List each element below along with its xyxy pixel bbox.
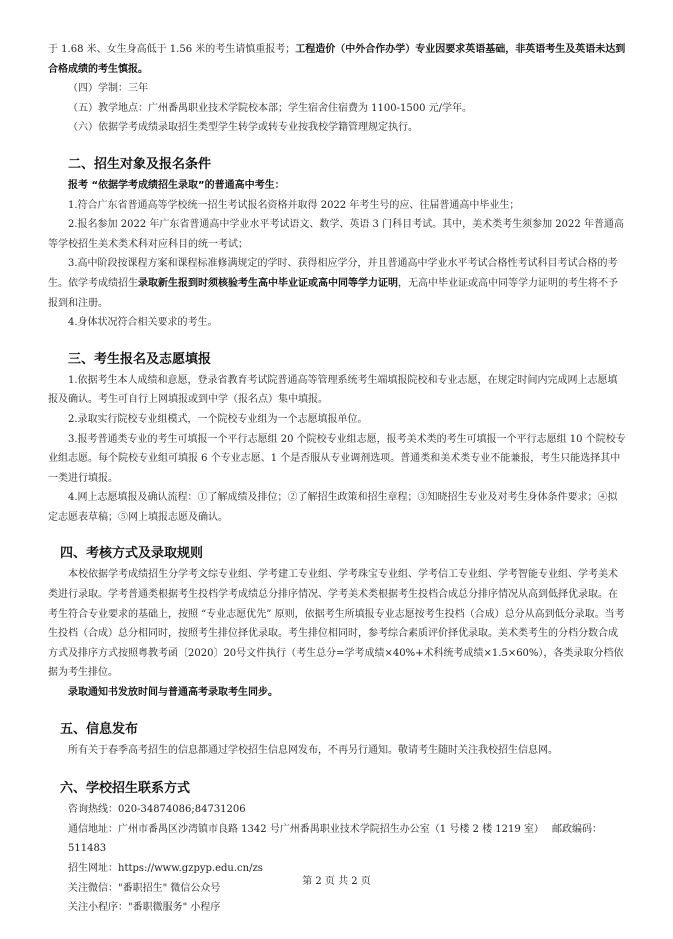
contact-hotline: 咨询热线：020-34874086;84731206 xyxy=(68,804,246,816)
section-2-item-1: 1.符合广东省普通高等学校统一招生考试报名资格并取得 2022 年考生号的应、往届普通高中毕业生； xyxy=(68,199,520,211)
section-5-paragraph: 所有关于春季高考招生的信息都通过学校招生信息网发布，不再另行通知。敬请考生随时关注我校招生信息网。 xyxy=(68,744,558,756)
intro-item-4: （四）学制：三年 xyxy=(68,83,148,95)
section-2-item-4: 4.身体状况符合相关要求的考生。 xyxy=(68,317,218,329)
section-3-item-1: 1.依据考生本人成绩和意愿，登录省教育考试院普通高等管理系统考生端填报院校和专业志愿，在规定时间内完成网上志愿填报及确认。考生可自行上网填报或到中学（报名点）集中填报。 xyxy=(48,374,618,406)
section-2-heading: 二、招生对象及报名条件 xyxy=(68,156,212,172)
intro-bold-text: 工程造价（中外合作办学）专业因要求英语基础，非英语考生及英语未达到合格成绩的考生慎报。 xyxy=(48,44,626,75)
contact-address: 通信地址：广州市番禺区沙湾镇市良路 1342 号广州番禺职业技术学院招生办公室（1 号楼 2 楼 1219 室） 邮政编码：511483 xyxy=(68,823,603,855)
section-4-paragraph-1: 本校依据学考成绩招生分学考文综专业组、学考建工专业组、学考珠宝专业组、学考信工专业组、学考智能专业组、学考美术类进行录取。学考普通类根据考生投档学考成绩总分排序情况、学考美术类根据考生投档合成总分排序情况从高到低择优录取。在考生符合专业要求的基础上，按照 “专业志愿优先” 原则，依据考生所填报专业志愿按考生投档（合成）总分从高到低分录取。当考生投档（合成）总分相同时，按照考生排位择优录取。考生排位相同时，参考综合素质评价择优录取。美术类考生的分档分数合成方式及排序方式按照粤教考函〔2020〕20号文件执行（考生总分=学考成绩×40%+术科统考成绩×1.5×60%），各类录取分档依据为考生排位。 xyxy=(48,569,625,679)
section-5-heading: 五、信息发布 xyxy=(60,721,139,737)
intro-paragraph: 于 1.68 米、女生身高低于 1.56 米的考生请慎重报考；工程造价（中外合作办学）专业因要求英语基础，非英语考生及英语未达到合格成绩的考生慎报。 xyxy=(48,44,626,75)
contact-website[interactable]: 招生网址：https://www.gzpyp.edu.cn/zs xyxy=(68,863,263,874)
intro-item-5: （五）教学地点：广州番禺职业技术学院校本部；学生宿舍住宿费为 1100-1500 元/学年。 xyxy=(68,102,473,114)
section-2-bold-text: 录取新生报到时须核验考生高中毕业证或高中同等学力证明 xyxy=(138,277,398,289)
contact-wechat: 关注微信："番职招生" 微信公众号 xyxy=(68,882,221,894)
section-3-item-2: 2.录取实行院校专业组模式，一个院校专业组为一个志愿填报单位。 xyxy=(68,413,368,425)
section-3-heading: 三、考生报名及志愿填报 xyxy=(68,351,212,367)
section-3-item-4: 4.网上志愿填报及确认流程：①了解成绩及排位；②了解招生政策和招生章程；③知晓招生专业及对考生身体条件要求；④拟定志愿表草稿；⑤网上填报志愿及确认。 xyxy=(48,492,618,523)
section-6-heading: 六、学校招生联系方式 xyxy=(60,781,191,797)
section-2-item-2: 2.报名参加 2022 年广东省普通高中学业水平考试语文、数学、英语 3 门科目考试。其中，美术类考生须参加 2022 年普通高等学校招生美术类术科对应科目的统一考试； xyxy=(48,219,624,250)
section-2-subheading: 报考 “依据学考成绩招生录取”的普通高中考生： xyxy=(68,179,285,191)
section-4-paragraph-2: 录取通知书发放时间与普通高考录取考生同步。 xyxy=(68,687,278,699)
document-page xyxy=(48,40,626,918)
intro-item-6: （六）依据学考成绩录取招生类型学生转学或转专业按我校学籍管理规定执行。 xyxy=(68,122,418,134)
contact-miniprogram: 关注小程序："番职微服务" 小程序 xyxy=(68,902,221,914)
section-4-heading: 四、考核方式及录取规则 xyxy=(60,546,204,562)
section-2-item-3: 3.高中阶段按课程方案和课程标准修满规定的学时、获得相应学分，并且普通高中学业水平考试合格性考试科目考试合格的考生。依学考成绩招生录取新生报到时须核验考生高中毕业证或高中同等学力证明，无高中毕业证或高中同等学力证明的考生将不予报到和注册。 xyxy=(48,258,618,309)
section-3-item-3: 3.报考普通类专业的考生可填报一个平行志愿组 20 个院校专业组志愿，报考美术类的考生可填报一个平行志愿组 10 个院校专业组志愿。每个院校专业组可填报 6 个专业志愿、1 个是否服从专业调剂选项。普通类和美术类专业不能兼报，考生只能选择其中一类进行填报。 xyxy=(48,433,626,484)
page-number: 第 2 页 共 2 页 xyxy=(302,876,371,887)
contact-block xyxy=(48,800,626,918)
